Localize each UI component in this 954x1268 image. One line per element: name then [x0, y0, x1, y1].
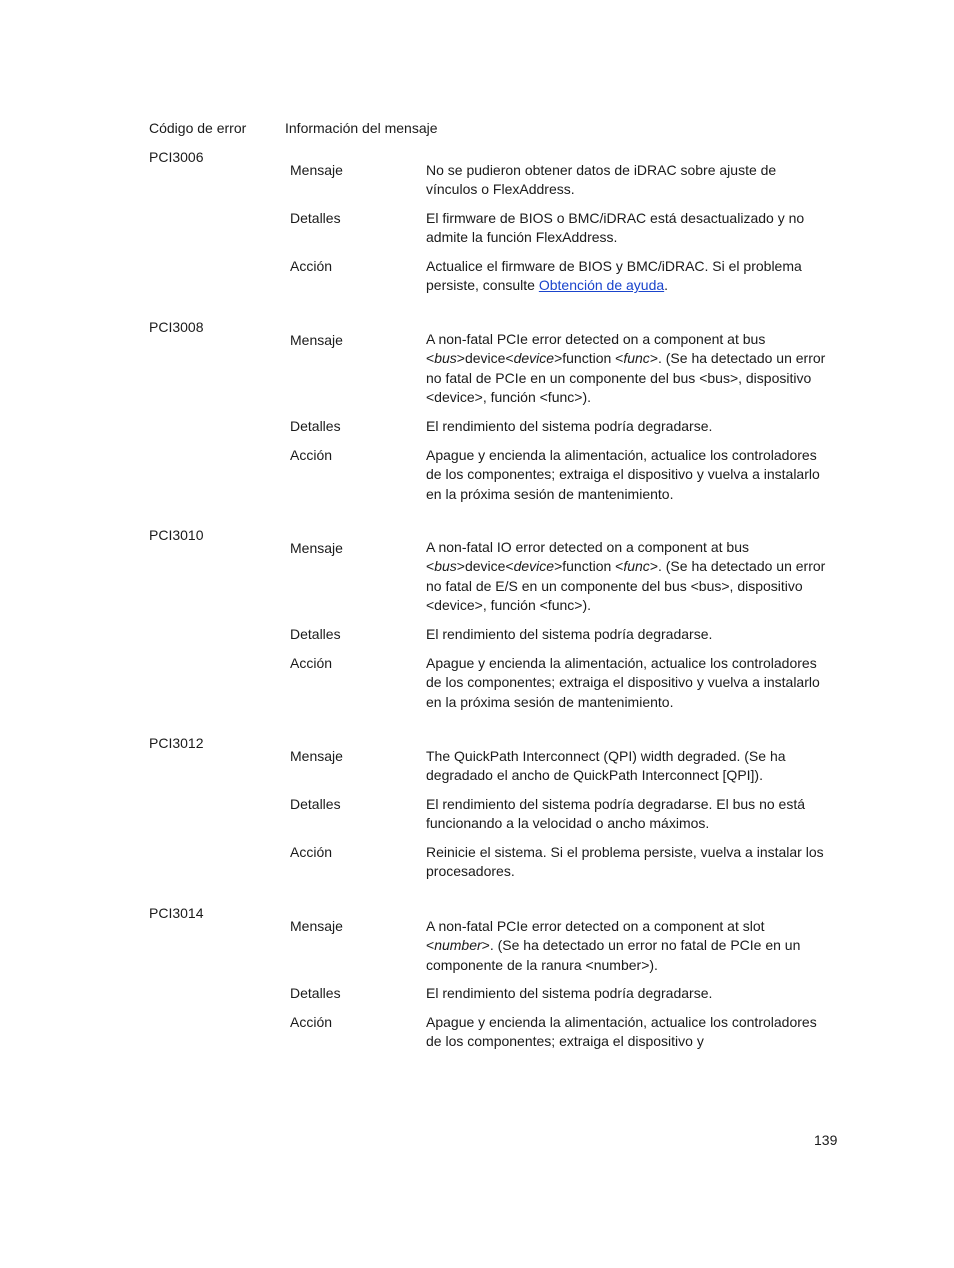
- accion-label: Acción: [290, 844, 333, 860]
- detalles-label: Detalles: [290, 418, 341, 434]
- error-code: PCI3010: [149, 527, 204, 543]
- detalles-text: El rendimiento del sistema podría degradarse.: [426, 626, 713, 642]
- mensaje-label: Mensaje: [290, 332, 343, 348]
- header-error-code: Código de error: [149, 120, 247, 136]
- error-code: PCI3012: [149, 735, 204, 751]
- accion-label: Acción: [290, 655, 333, 671]
- error-code: PCI3006: [149, 149, 204, 165]
- header-message-info: Información del mensaje: [285, 120, 438, 136]
- error-code: PCI3008: [149, 319, 204, 335]
- mensaje-label: Mensaje: [290, 748, 343, 764]
- mensaje-label: Mensaje: [290, 918, 343, 934]
- accion-label: Acción: [290, 447, 333, 463]
- accion-label: Acción: [290, 258, 333, 274]
- detalles-label: Detalles: [290, 210, 341, 226]
- detalles-text: El rendimiento del sistema podría degradarse. El bus no está funcionando a la velocidad o ancho máximos.: [426, 796, 805, 832]
- page-number: 139: [814, 1132, 838, 1148]
- detalles-label: Detalles: [290, 626, 341, 642]
- accion-text: Reinicie el sistema. Si el problema persiste, vuelva a instalar los procesadores.: [426, 844, 824, 880]
- error-code: PCI3014: [149, 905, 204, 921]
- detalles-label: Detalles: [290, 796, 341, 812]
- mensaje-label: Mensaje: [290, 540, 343, 556]
- accion-text-before: Actualice el firmware de BIOS y BMC/iDRAC. Si el problema persiste, consulte: [426, 258, 802, 294]
- mensaje-text: A non-fatal IO error detected on a component at bus <bus>device<device>function <func>. (Se ha detectado un error no fatal de E/S en un componente del bus <bus>, dispositivo <device>, función <func>).: [426, 539, 826, 613]
- detalles-label: Detalles: [290, 985, 341, 1001]
- mensaje-text: A non-fatal PCIe error detected on a component at bus <bus>device<device>function <func>. (Se ha detectado un error no fatal de PCIe en un componente del bus <bus>, dispositivo <device>, función <func>).: [426, 331, 826, 405]
- detalles-text: El firmware de BIOS o BMC/iDRAC está desactualizado y no admite la función FlexAddress.: [426, 210, 805, 246]
- accion-text-after: .: [664, 277, 669, 294]
- mensaje-text: The QuickPath Interconnect (QPI) width degraded. (Se ha degradado el ancho de QuickPath Interconnect [QPI]).: [426, 748, 786, 784]
- mensaje-text: No se pudieron obtener datos de iDRAC sobre ajuste de vínculos o FlexAddress.: [426, 162, 777, 198]
- accion-text: Apague y encienda la alimentación, actualice los controladores de los componentes; extraiga el dispositivo y: [426, 1014, 817, 1050]
- mensaje-text: A non-fatal PCIe error detected on a component at slot <number>. (Se ha detectado un error no fatal de PCIe en un componente de la ranura <number>).: [426, 918, 801, 973]
- accion-label: Acción: [290, 1014, 333, 1030]
- accion-text: [426, 257, 826, 296]
- obtencion-de-ayuda-link[interactable]: Obtención de ayuda: [538, 277, 665, 294]
- accion-text: Apague y encienda la alimentación, actualice los controladores de los componentes; extraiga el dispositivo y vuelva a instalarlo en la próxima sesión de mantenimiento.: [426, 655, 820, 710]
- detalles-text: El rendimiento del sistema podría degradarse.: [426, 985, 713, 1001]
- mensaje-label: Mensaje: [290, 162, 343, 178]
- accion-text: Apague y encienda la alimentación, actualice los controladores de los componentes; extraiga el dispositivo y vuelva a instalarlo en la próxima sesión de mantenimiento.: [426, 447, 820, 502]
- detalles-text: El rendimiento del sistema podría degradarse.: [426, 418, 713, 434]
